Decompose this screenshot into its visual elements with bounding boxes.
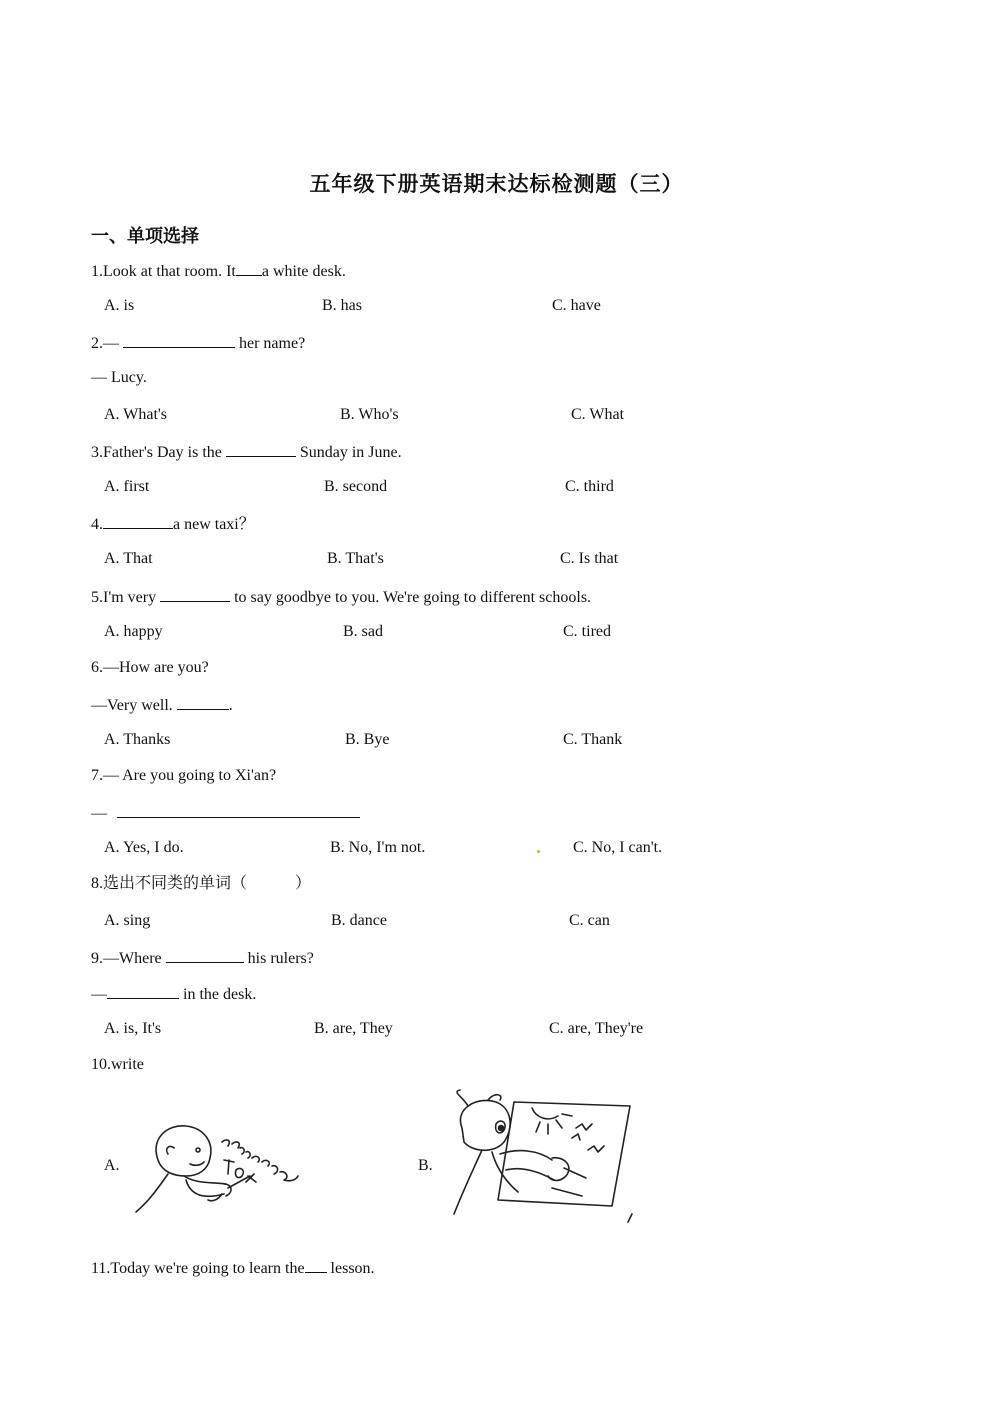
question-4-text: 4.	[91, 516, 103, 533]
answer-blank[interactable]	[107, 983, 179, 999]
option-b[interactable]: B. Who's	[340, 406, 399, 423]
drawing-illustration[interactable]	[448, 1088, 640, 1233]
question-1-text-end: a white desk.	[261, 263, 346, 280]
option-a[interactable]: A. Thanks	[104, 731, 171, 748]
question-2-text: 2.—	[91, 335, 123, 352]
option-c[interactable]: C. What	[571, 406, 625, 423]
question-5	[91, 586, 591, 608]
question-9-answer-end: in the desk.	[179, 986, 257, 1003]
question-5-text: 5.I'm very	[91, 589, 161, 606]
option-b[interactable]: B. sad	[343, 623, 383, 640]
question-6-text-end: .	[228, 697, 233, 714]
question-8: 8.选出不同类的单词（ ）	[91, 875, 312, 892]
question-9	[91, 947, 314, 969]
question-5-text-end: to say goodbye to you. We're going to different schools.	[230, 589, 592, 606]
stray-dot	[537, 850, 540, 853]
option-c[interactable]: C. Thank	[563, 731, 623, 748]
question-10: 10.write	[91, 1056, 144, 1073]
question-7-answer-line	[91, 802, 360, 824]
question-7-text: —	[91, 805, 111, 822]
option-b[interactable]: B. are, They	[314, 1020, 393, 1037]
option-a[interactable]: A. What's	[104, 406, 168, 423]
answer-blank[interactable]	[236, 260, 262, 276]
answer-blank[interactable]	[305, 1257, 327, 1273]
option-a[interactable]: A. Yes, I do.	[104, 839, 184, 856]
answer-blank[interactable]	[177, 694, 229, 710]
question-6: 6.—How are you?	[91, 659, 209, 676]
question-11-text-end: lesson.	[330, 1260, 375, 1277]
answer-blank[interactable]	[103, 513, 173, 529]
option-a[interactable]: A. is	[104, 297, 135, 314]
question-7: 7.— Are you going to Xi'an?	[91, 767, 277, 784]
option-a[interactable]: A. That	[104, 550, 153, 567]
question-3	[91, 441, 402, 463]
option-a[interactable]: A. is, It's	[104, 1020, 162, 1037]
question-4-text-end: a new taxi？	[173, 516, 255, 533]
option-a[interactable]: A.	[104, 1157, 120, 1174]
option-c[interactable]: C. can	[569, 912, 610, 929]
question-2	[91, 332, 305, 354]
page-title: 五年级下册英语期末达标检测题（三）	[309, 172, 684, 196]
option-b[interactable]: B. Bye	[345, 731, 390, 748]
question-3-text: 3.Father's Day is the	[91, 444, 226, 461]
writing-illustration[interactable]	[128, 1118, 308, 1223]
question-4	[91, 513, 255, 535]
option-c[interactable]: C. Is that	[560, 550, 619, 567]
option-c[interactable]: C. have	[552, 297, 601, 314]
question-6-text: —Very well.	[91, 697, 177, 714]
answer-blank[interactable]	[226, 441, 296, 457]
section-heading: 一、单项选择	[91, 226, 199, 246]
answer-blank[interactable]	[166, 947, 244, 963]
question-2-text-end: her name?	[235, 335, 306, 352]
option-b[interactable]: B. second	[324, 478, 388, 495]
question-1-text: 1.Look at that room. It	[91, 263, 236, 280]
question-9-answer-dash: —	[91, 986, 107, 1003]
option-b[interactable]: B. dance	[331, 912, 387, 929]
option-c[interactable]: C. are, They're	[549, 1020, 644, 1037]
question-9-text-end: his rulers?	[243, 950, 314, 967]
option-c[interactable]: C. No, I can't.	[573, 839, 663, 856]
option-a[interactable]: A. first	[104, 478, 150, 495]
option-c[interactable]: C. tired	[563, 623, 611, 640]
option-b[interactable]: B. That's	[327, 550, 384, 567]
question-2-answer-line: — Lucy.	[91, 369, 147, 386]
option-b[interactable]: B. has	[322, 297, 362, 314]
question-9-answer-line	[91, 983, 256, 1005]
option-a[interactable]: A. sing	[104, 912, 151, 929]
option-b[interactable]: B. No, I'm not.	[330, 839, 426, 856]
question-1	[91, 260, 346, 282]
answer-blank[interactable]	[160, 586, 230, 602]
option-a[interactable]: A. happy	[104, 623, 163, 640]
option-b[interactable]: B.	[418, 1157, 433, 1174]
answer-blank[interactable]	[123, 332, 235, 348]
question-3-text-end: Sunday in June.	[295, 444, 402, 461]
answer-blank[interactable]	[117, 802, 360, 818]
question-11-text: 11.Today we're going to learn the	[91, 1260, 305, 1277]
option-c[interactable]: C. third	[565, 478, 614, 495]
question-6-answer-line	[91, 694, 233, 716]
question-9-text: 9.—Where	[91, 950, 166, 967]
question-11	[91, 1257, 375, 1279]
